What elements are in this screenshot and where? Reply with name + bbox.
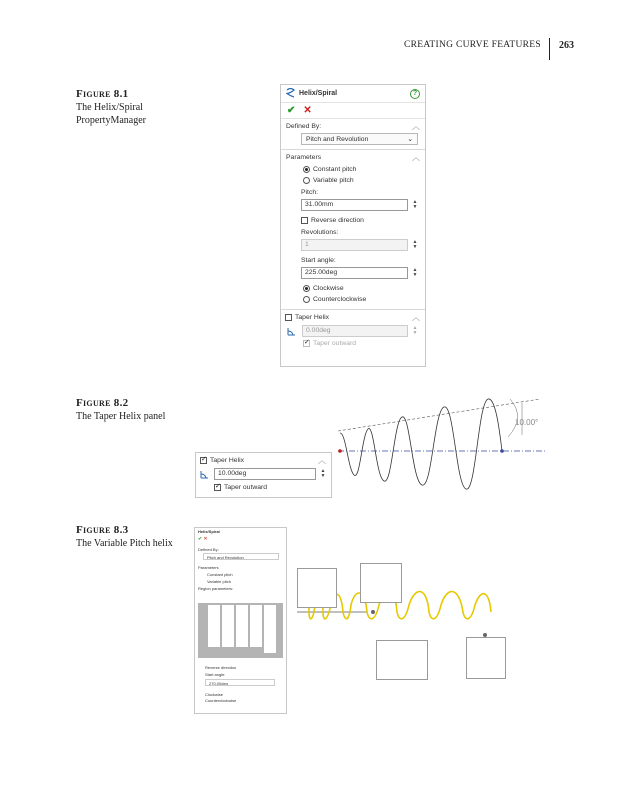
defined-by-header[interactable] xyxy=(281,119,425,133)
taper-angle-icon xyxy=(200,469,210,479)
defined-by-label: Defined By: xyxy=(286,122,322,130)
region-parameters-table[interactable] xyxy=(198,603,283,658)
caption-line: The Taper Helix panel xyxy=(76,411,166,422)
pitch-callout-2[interactable] xyxy=(360,563,402,603)
mini-defined-by-dropdown[interactable]: Pitch and Revolution xyxy=(203,553,279,560)
checkbox-unchecked[interactable] xyxy=(301,217,308,224)
taper-helix-checkbox[interactable] xyxy=(285,314,292,321)
variable-pitch-label: Variable pitch xyxy=(313,177,354,184)
variable-pitch-radio[interactable] xyxy=(281,175,425,186)
mini-constant-pitch[interactable]: Constant pitch xyxy=(207,572,233,577)
parameters-label: Parameters xyxy=(286,153,322,161)
start-angle-input[interactable]: 225.00deg xyxy=(301,267,408,279)
figure-8-2-caption xyxy=(76,397,165,423)
reverse-direction-label: Reverse direction xyxy=(311,217,364,224)
pitch-callout-1[interactable] xyxy=(297,568,337,608)
help-icon[interactable]: ? xyxy=(410,89,420,99)
taper-helix-header[interactable] xyxy=(281,310,425,324)
mini-pm-actions xyxy=(195,535,286,542)
taper-helix-panel xyxy=(195,452,332,498)
pm-header xyxy=(281,85,425,103)
helix-start-point[interactable] xyxy=(338,449,342,453)
taper-angle-spinner[interactable]: ▲ ▼ xyxy=(412,325,418,336)
figure-label: Figure 8.1 xyxy=(76,88,129,100)
table-column xyxy=(208,605,220,647)
helix-curve xyxy=(340,399,502,489)
clockwise-radio[interactable] xyxy=(281,283,425,294)
ok-check-icon[interactable]: ✔ xyxy=(198,536,203,542)
defined-by-dropdown[interactable] xyxy=(301,133,418,145)
running-head xyxy=(404,38,574,52)
mini-pm-title: Helix/Spiral xyxy=(198,529,220,534)
radio-unselected[interactable] xyxy=(303,177,310,184)
radio-selected[interactable] xyxy=(303,285,310,292)
tapered-helix-drawing xyxy=(330,395,555,495)
pitch-input[interactable]: 31.00mm xyxy=(301,199,408,211)
pitch-callout-4[interactable] xyxy=(466,637,506,679)
constant-pitch-radio[interactable] xyxy=(281,164,425,175)
parameters-header[interactable] xyxy=(281,150,425,164)
helix-end-point[interactable] xyxy=(500,449,504,453)
header-divider xyxy=(549,38,550,60)
revolutions-label: Revolutions: xyxy=(301,229,339,236)
clockwise-label: Clockwise xyxy=(313,285,344,292)
radio-unselected[interactable] xyxy=(303,296,310,303)
taper-panel-angle-row xyxy=(196,467,331,481)
taper-helix-label: Taper Helix xyxy=(295,313,329,321)
taper-angle-icon xyxy=(287,326,297,336)
reverse-direction-checkbox[interactable] xyxy=(281,215,425,226)
cancel-x-icon[interactable]: ✕ xyxy=(203,536,208,542)
table-column xyxy=(264,605,276,653)
taper-helix-section xyxy=(281,310,425,349)
start-angle-spinner[interactable]: ▲ ▼ xyxy=(412,267,418,278)
table-column xyxy=(222,605,234,647)
taper-panel-spinner[interactable]: ▲ ▼ xyxy=(320,468,326,479)
taper-angle-annotation: 10.00° xyxy=(515,418,539,427)
pitch-label: Pitch: xyxy=(301,189,318,196)
figure-label: Figure 8.2 xyxy=(76,397,129,409)
caption-line: PropertyManager xyxy=(76,115,146,126)
taper-line-top xyxy=(338,399,540,431)
figure-8-1-caption xyxy=(76,88,146,127)
pitch-row xyxy=(281,198,425,212)
checkbox-disabled[interactable] xyxy=(303,340,310,347)
constant-pitch-label: Constant pitch xyxy=(313,166,357,173)
mini-counterclockwise[interactable]: Counterclockwise xyxy=(205,698,237,703)
checkbox-checked[interactable] xyxy=(214,484,221,491)
mini-start-angle-input[interactable]: 270.00deg xyxy=(205,679,275,686)
pitch-callout-3[interactable] xyxy=(376,640,428,680)
taper-angle-input[interactable]: 0.00deg xyxy=(302,325,408,337)
caption-line: The Variable Pitch helix xyxy=(76,538,173,549)
chevron-up-icon[interactable]: ︿ xyxy=(318,455,326,465)
defined-by-value: Pitch and Revolution xyxy=(306,135,369,143)
helix-icon xyxy=(286,88,295,99)
start-angle-row xyxy=(281,266,425,280)
taper-angle-row xyxy=(281,324,425,338)
running-title: CREATING CURVE FEATURES xyxy=(403,40,541,50)
taper-helix-toggle xyxy=(285,314,329,321)
page-number: 263 xyxy=(559,39,574,51)
radio-selected[interactable] xyxy=(303,166,310,173)
cancel-x-icon[interactable]: ✕ xyxy=(303,105,312,116)
counterclockwise-radio[interactable] xyxy=(281,294,425,305)
table-column xyxy=(250,605,262,647)
counterclockwise-label: Counterclockwise xyxy=(313,296,367,303)
defined-by-section xyxy=(281,119,425,150)
taper-panel-checkbox[interactable] xyxy=(200,457,207,464)
taper-panel-outward-label: Taper outward xyxy=(224,484,268,491)
caption-line: The Helix/Spiral xyxy=(76,102,143,113)
figure-8-3-caption xyxy=(76,524,173,550)
mini-region-label: Region parameters: xyxy=(198,586,234,591)
pm-title: Helix/Spiral xyxy=(299,90,338,97)
pitch-spinner[interactable]: ▲ ▼ xyxy=(412,199,418,210)
pm-actions xyxy=(281,103,425,119)
taper-panel-header[interactable] xyxy=(196,453,331,467)
taper-outward-label: Taper outward xyxy=(313,340,357,347)
revolutions-spinner[interactable]: ▲ ▼ xyxy=(412,239,418,250)
taper-outward-checkbox[interactable] xyxy=(281,338,425,349)
table-column xyxy=(236,605,248,647)
helix-point[interactable] xyxy=(371,610,375,614)
revolutions-input[interactable]: 1 xyxy=(301,239,408,251)
parameters-section xyxy=(281,150,425,310)
taper-panel-toggle xyxy=(200,457,244,464)
start-angle-label: Start angle: xyxy=(301,257,336,264)
chevron-up-icon[interactable]: ︿ xyxy=(412,312,420,322)
mini-start-angle-label: Start angle: xyxy=(205,672,226,677)
helix-spiral-property-manager xyxy=(280,84,426,367)
mini-parameters-label: Parameters xyxy=(198,565,219,570)
taper-panel-outward-checkbox[interactable] xyxy=(196,482,331,493)
chevron-down-icon: ⌄ xyxy=(407,136,413,143)
ok-check-icon[interactable]: ✔ xyxy=(287,105,296,116)
mini-variable-pitch[interactable]: Variable pitch xyxy=(207,579,231,584)
mini-reverse-direction[interactable]: Reverse direction xyxy=(205,665,237,670)
revolutions-row xyxy=(281,238,425,252)
chevron-up-icon[interactable]: ︿ xyxy=(412,121,420,131)
taper-panel-angle-input[interactable]: 10.00deg xyxy=(214,468,316,480)
variable-pitch-property-manager xyxy=(194,527,287,714)
figure-label: Figure 8.3 xyxy=(76,524,129,536)
taper-panel-label: Taper Helix xyxy=(210,456,244,464)
mini-clockwise[interactable]: Clockwise xyxy=(205,692,224,697)
mini-defined-by-label: Defined By: xyxy=(198,547,219,552)
chevron-up-icon[interactable]: ︿ xyxy=(412,152,420,162)
